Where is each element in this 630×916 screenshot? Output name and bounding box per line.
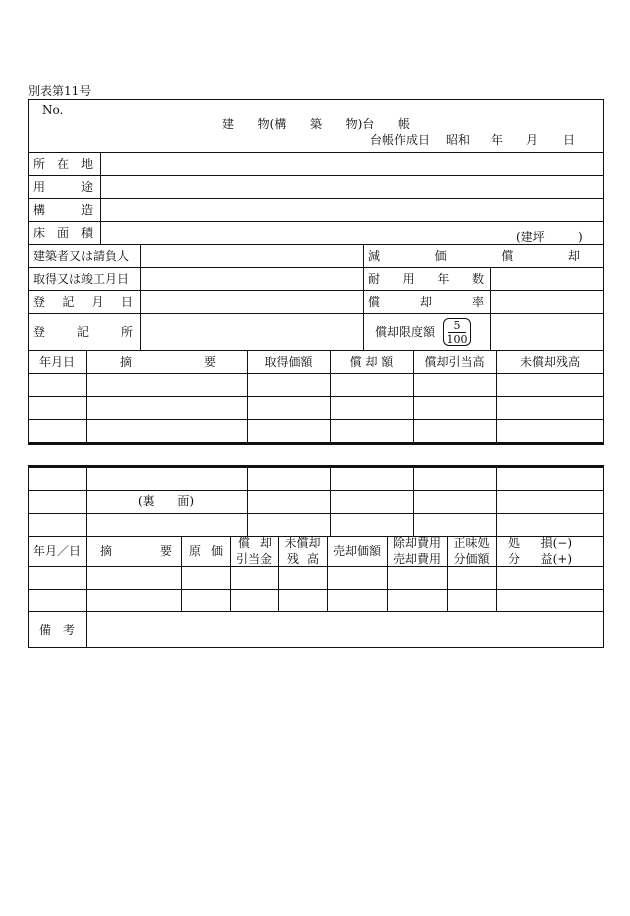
fraction-denominator: 100 bbox=[446, 333, 468, 346]
floor-area-label: 床 面 積 bbox=[33, 226, 93, 240]
created-date-label: 台帳作成日 bbox=[370, 133, 431, 147]
back-col-removal-header-2: 売却費用 bbox=[392, 552, 441, 566]
ledger-title: 建 物(構 築 物)台 帳 bbox=[222, 117, 410, 131]
col-undepreciated-header: 未償却残高 bbox=[519, 355, 580, 369]
back-col-sale-price-header: 売却価額 bbox=[332, 544, 381, 558]
registry-office-label: 登 記 所 bbox=[33, 325, 133, 339]
front-bottom-border bbox=[28, 442, 604, 445]
depreciation-limit-label: 償却限度額 bbox=[375, 325, 436, 339]
back-col-removal-header-1: 除却費用 bbox=[392, 536, 441, 550]
back-col-original-header: 原 価 bbox=[189, 544, 223, 558]
back-col-undepr-header-1: 未償却 bbox=[284, 536, 321, 550]
col-depr-reserve-header: 償却引当高 bbox=[424, 355, 485, 369]
day-label: 日 bbox=[563, 133, 576, 147]
fraction-numerator: 5 bbox=[453, 319, 461, 332]
era-label: 昭和 bbox=[446, 133, 471, 147]
registered-date-label: 登 記 月 日 bbox=[33, 295, 133, 309]
col-date-header: 年月日 bbox=[38, 355, 75, 369]
remarks-label: 備 考 bbox=[39, 623, 75, 637]
builder-label: 建築者又は請負人 bbox=[33, 249, 130, 263]
building-tsubo-label: (建坪 bbox=[516, 230, 545, 244]
acquired-date-label: 取得又は竣工月日 bbox=[33, 272, 130, 286]
building-tsubo-close: ) bbox=[578, 230, 583, 244]
purpose-label: 用 途 bbox=[33, 180, 93, 194]
back-col-disposal-header-1: 処 損(−) bbox=[508, 536, 572, 550]
back-col-depr-reserve-header-2: 引当金 bbox=[235, 552, 272, 566]
back-col-undepr-header-2: 残 高 bbox=[287, 552, 319, 566]
useful-life-label: 耐 用 年 数 bbox=[368, 272, 484, 286]
back-col-summary-header: 摘 要 bbox=[100, 544, 172, 558]
back-col-net-header-1: 正味処 bbox=[453, 536, 490, 550]
col-acquisition-header: 取得価額 bbox=[264, 355, 313, 369]
back-col-net-header-2: 分価額 bbox=[453, 552, 490, 566]
back-col-disposal-header-2: 分 益(+) bbox=[508, 552, 572, 566]
ledger-number-label: No. bbox=[42, 103, 64, 117]
form-number-label: 別表第11号 bbox=[28, 84, 92, 98]
depreciation-method-label: 減 価 償 却 bbox=[368, 249, 580, 263]
back-top-border bbox=[28, 465, 604, 468]
back-col-date-header: 年月／日 bbox=[32, 544, 81, 558]
depreciation-rate-label: 償 却 率 bbox=[368, 295, 484, 309]
back-side-label: (裏 面) bbox=[138, 494, 194, 508]
col-depreciation-header: 償 却 額 bbox=[349, 355, 394, 369]
structure-label: 構 造 bbox=[33, 203, 93, 217]
month-label: 月 bbox=[526, 133, 539, 147]
col-summary-header: 摘 要 bbox=[120, 355, 216, 369]
year-label: 年 bbox=[491, 133, 504, 147]
location-label: 所 在 地 bbox=[33, 157, 93, 171]
back-col-depr-reserve-header-1: 償 却 bbox=[238, 536, 272, 550]
